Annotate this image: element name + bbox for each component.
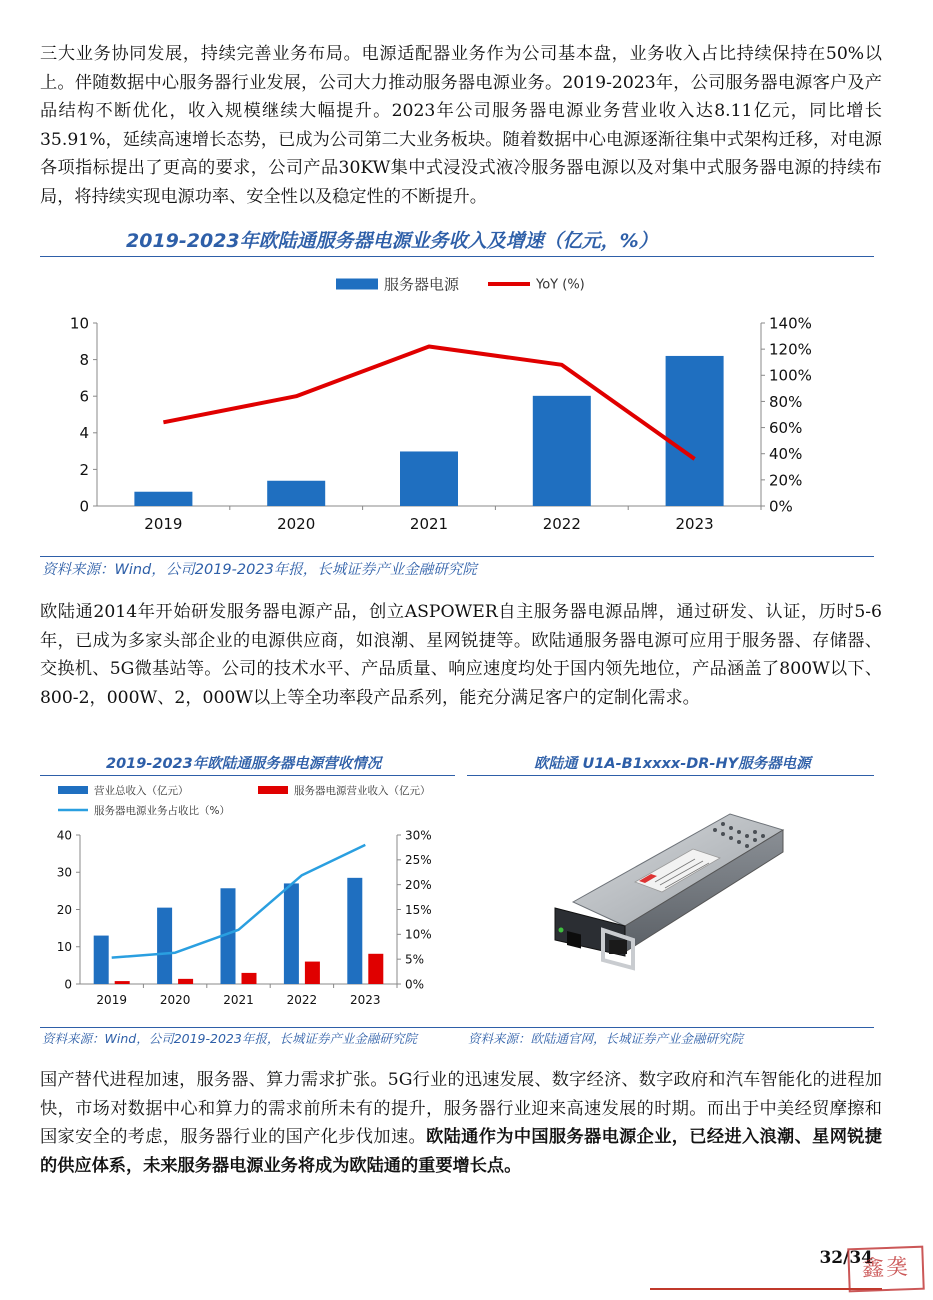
right-tick-label: 100% [769, 366, 812, 385]
chart2-source: 资料来源：Wind，公司2019-2023年报，长城证券产业金融研究院 [42, 1031, 417, 1046]
chart1-source: 资料来源：Wind，公司2019-2023年报，长城证券产业金融研究院 [42, 562, 477, 578]
bar-1 [533, 396, 591, 506]
category-label: 2020 [277, 515, 316, 533]
category-label: 2023 [350, 993, 381, 1007]
right-tick-label: 140% [769, 314, 812, 333]
chart1-title: 2019-2023年欧陆通服务器电源业务收入及增速（亿元，%） [126, 230, 658, 252]
category-label: 2020 [159, 993, 191, 1007]
bar-1 [284, 883, 299, 984]
right-tick-label: 80% [769, 392, 803, 411]
left-tick-label: 4 [79, 424, 89, 443]
left-tick-label: 10 [69, 314, 89, 333]
legend-swatch [58, 786, 88, 794]
right-tick-label: 60% [769, 418, 803, 437]
bar-2 [242, 973, 257, 984]
bar-1 [666, 356, 724, 506]
legend-swatch [336, 279, 378, 290]
bar-1 [267, 481, 325, 506]
left-tick-label: 6 [79, 387, 89, 406]
legend-label: 营业总收入（亿元） [94, 784, 189, 797]
category-label: 2021 [409, 515, 449, 533]
left-tick-label: 0 [79, 497, 89, 516]
bottom-source-rule [40, 1027, 874, 1028]
seal-stamp [847, 1246, 924, 1293]
aspower-paragraph: 欧陆通2014年开始研发服务器电源产品，创立ASPOWER自主服务器电源品牌，通过研发、认证，历时5-6年，已成为多家头部企业的电源供应商，如浪潮、星网锐捷等。欧陆通服务器电源可应用于服务器、存储器、交换机、5G微基站等。公司的技术水平、产品质量、响应速度均处于国内领先地位，产品涵盖了800W以下、800-2，000W、2，000W以上等全功率段产品系列，能充分满足客户的定制化需求。 [40, 602, 883, 708]
footer-red-line [650, 1288, 882, 1290]
bar-1 [347, 878, 362, 984]
legend-label: 服务器电源业务占收比（%） [94, 804, 230, 817]
seal-text: 鑫䶮 [861, 1255, 911, 1282]
left-tick-label: 20 [56, 902, 72, 917]
category-label: 2023 [675, 515, 714, 533]
intro-paragraph: 三大业务协同发展，持续完善业务布局。电源适配器业务作为公司基本盘，业务收入占比持续保持在50%以上。伴随数据中心服务器行业发展，公司大力推动服务器电源业务。2019-2023年，公司服务器电源客户及产品结构不断优化，收入规模继续大幅提升。2023年公司服务器电源业务营业收入达8.11亿元，同比增长35.91%，延续高速增长态势，已成为公司第二大业务板块。随着数据中心电源逐渐往集中式架构迁移，对电源各项指标提出了更高的要求，公司产品30KW集中式浸没式液冷服务器电源以及对集中式服务器电源的持续布局，将持续实现电源功率、安全性以及稳定性的不断提升。 [40, 44, 882, 207]
domestic-paragraph-normal: 国产替代进程加速，服务器、算力需求扩张。5G行业的迅速发展、数字经济、数字政府和汽车智能化的进程加快，市场对数据中心和算力的需求前所未有的提升，服务器行业迎来高速发展的时期。而出于中美经贸摩擦和国家安全的考虑，服务器行业的国产化步伐加速。 [40, 1070, 882, 1147]
left-tick-label: 2 [79, 460, 89, 479]
product-top-rule [467, 775, 874, 776]
bar-2 [115, 981, 130, 984]
category-label: 2022 [542, 515, 581, 533]
bar-1 [94, 936, 109, 984]
left-tick-label: 10 [56, 940, 72, 955]
left-tick-label: 30 [56, 865, 72, 880]
bar-1 [400, 451, 458, 506]
category-label: 2019 [96, 993, 127, 1007]
category-label: 2021 [223, 993, 254, 1007]
chart2-revenue-share [40, 778, 455, 1018]
left-tick-label: 0 [64, 977, 72, 992]
bar-2 [305, 962, 320, 984]
domestic-paragraph-bold: 欧陆通作为中国服务器电源企业，已经进入浪潮、星网锐捷的供应体系，未来服务器电源业务将成为欧陆通的重要增长点。 [40, 1127, 882, 1176]
bar-2 [368, 954, 383, 984]
right-tick-label: 25% [405, 853, 432, 868]
bar-1 [134, 492, 192, 506]
bar-1 [157, 908, 172, 984]
category-label: 2019 [144, 515, 183, 533]
bar-2 [178, 979, 193, 984]
legend-label: 服务器电源营业收入（亿元） [294, 784, 431, 797]
series-line [163, 347, 694, 459]
chart1-bottom-rule [40, 556, 874, 557]
page-number: 32/34 [819, 1248, 873, 1268]
product-source: 资料来源：欧陆通官网，长城证券产业金融研究院 [468, 1031, 744, 1046]
right-tick-label: 40% [769, 445, 803, 464]
domestic-paragraph [40, 1066, 882, 1180]
right-tick-label: 20% [405, 877, 432, 892]
right-tick-label: 20% [769, 471, 803, 490]
right-tick-label: 5% [405, 952, 425, 967]
chart2-title: 2019-2023年欧陆通服务器电源营收情况 [106, 756, 382, 772]
series-line [112, 845, 366, 958]
right-tick-label: 0% [405, 977, 425, 992]
category-label: 2022 [286, 993, 318, 1007]
chart1-top-rule [40, 256, 874, 257]
product-title: 欧陆通 U1A-B1xxxx-DR-HY服务器电源 [534, 756, 811, 772]
legend-label: YoY (%) [536, 277, 585, 293]
chart2-top-rule [40, 775, 455, 776]
chart1-revenue-growth [40, 262, 874, 552]
right-tick-label: 30% [405, 828, 432, 843]
legend-label: 服务器电源 [384, 275, 460, 294]
right-tick-label: 0% [769, 497, 793, 516]
left-tick-label: 40 [56, 828, 72, 843]
right-tick-label: 120% [769, 340, 812, 359]
left-tick-label: 8 [79, 351, 89, 369]
power-supply-image [515, 790, 815, 1000]
legend-swatch [258, 786, 288, 794]
right-tick-label: 15% [405, 902, 432, 917]
right-tick-label: 10% [405, 927, 432, 942]
